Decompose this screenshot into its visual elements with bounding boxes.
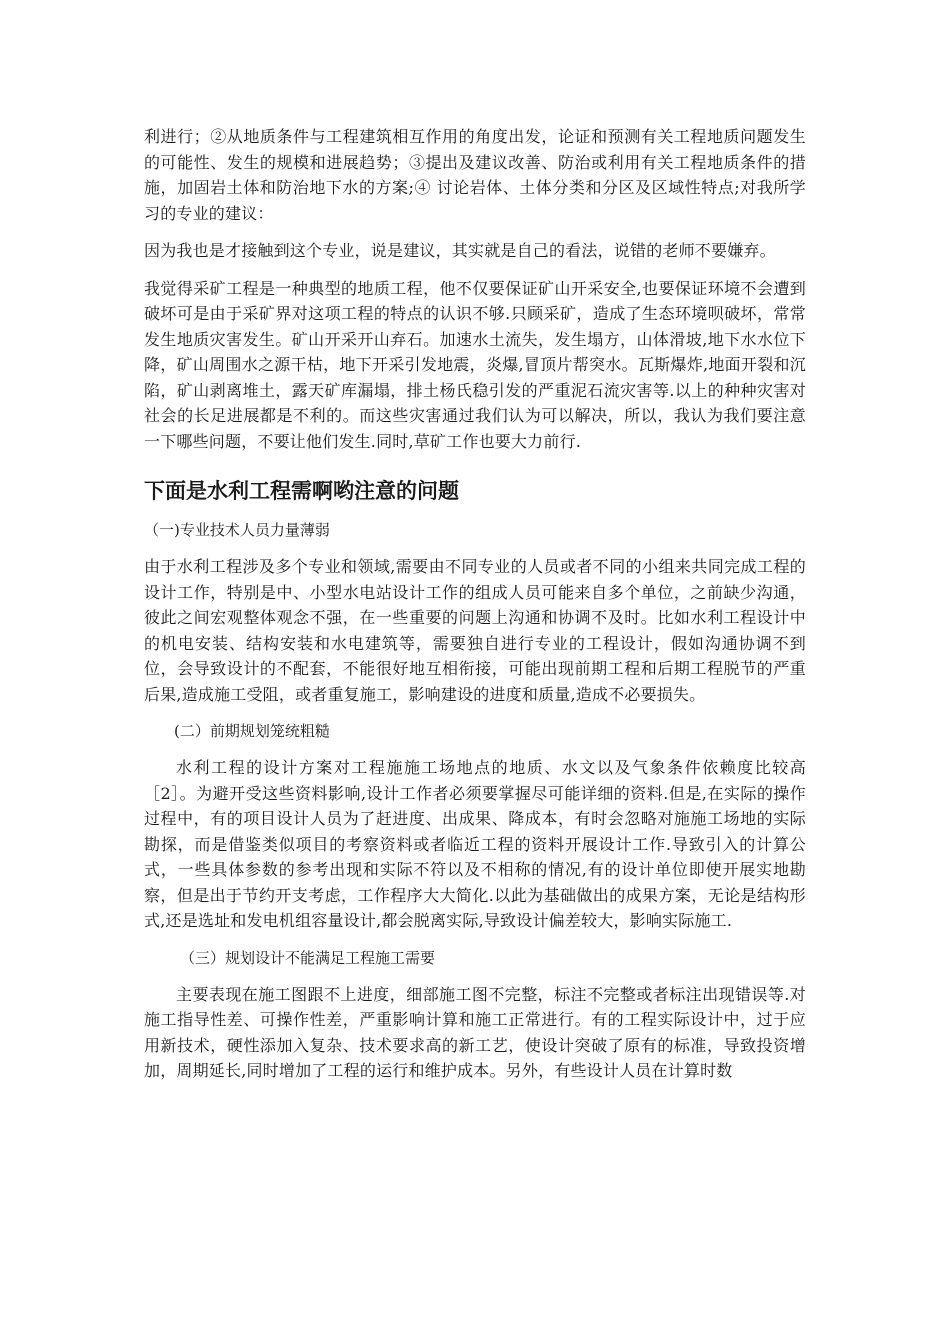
paragraph-suggestion-intro: 因为我也是才接触到这个专业，说是建议，其实就是自己的看法，说错的老师不要嫌弃。	[144, 241, 776, 260]
paragraph-staff-weak: 由于水利工程涉及多个专业和领域,需要由不同专业的人员或者不同的小组来共同完成工程的设计工作，特别是中、小型水电站设计工作的组成人员可能来自多个单位，之前缺少沟通，彼此之间宏观整体观念不强，在一些重要的问题上沟通和协调不及时。比如水利工程设计中的机电安装、结构安装和水电建筑等，需要独自进行专业的工程设计，假如沟通协调不到位，会导致设计的不配套，不能很好地互相衔接，可能出现前期工程和后期工程脱节的严重后果,造成施工受阻，或者重复施工，影响建设的进度和质量,造成不必要损失。	[144, 557, 806, 704]
section-heading: 下面是水利工程需啊哟注意的问题	[144, 479, 459, 503]
subheading-planning-rough: (二）前期规划笼统粗糙	[174, 722, 330, 740]
paragraph-planning-rough: 水利工程的设计方案对工程施施工场地点的地质、水文以及气象条件依赖度比较高［2］。为避开受这些资料影响,设计工作者必须要掌握尽可能详细的资料.但是,在实际的操作过程中，有的项目设计人员为了赶进度、出成果、降成本，有时会忽略对施施工场地的实际勘探，而是借鉴类似项目的考察资料或者临近工程的资料开展设计工作.导致引入的计算公式，一些具体参数的参考出现和实际不符以及不相称的情况,有的设计单位即使开展实地勘察，但是出于节约开支考虑，工作程序大大简化.以此为基础做出的成果方案，无论是结构形式,还是选址和发电机组容量设计,都会脱离实际,导致设计偏差较大，影响实际施工.	[144, 758, 806, 930]
paragraph-geology-tasks: 利进行；②从地质条件与工程建筑相互作用的角度出发，论证和预测有关工程地质问题发生的可能性、发生的规模和进展趋势；③提出及建议改善、防治或利用有关工程地质条件的措施，加固岩土体和防治地下水的方案;④ 讨论岩体、土体分类和分区及区域性特点;对我所学习的专业的建议：	[144, 127, 806, 223]
paragraph-design-insufficient: 主要表现在施工图跟不上进度，细部施工图不完整，标注不完整或者标注出现错误等.对施工指导性差、可操作性差，严重影响计算和施工正常进行。有的工程实际设计中，过于应用新技术，硬性添加入复杂、技术要求高的新工艺，使设计突破了原有的标准，导致投资增加，周期延长,同时增加了工程的运行和维护成本。另外，有些设计人员在计算时数	[144, 984, 806, 1080]
subheading-design-insufficient: （三）规划设计不能满足工程施工需要	[180, 948, 436, 967]
paragraph-mining-engineering: 我觉得采矿工程是一种典型的地质工程，他不仅要保证矿山开采安全,也要保证环境不会遭到破坏可是由于采矿界对这项工程的特点的认识不够.只顾采矿，造成了生态环境呗破坏，常常发生地质灾害发生。矿山开采开山弃石。加速水土流失，发生塌方，山体滑坡,地下水水位下降，矿山周围水之源干枯，地下开采引发地震，炎爆,冒顶片帮突水。瓦斯爆炸,地面开裂和沉陷，矿山剥离堆土，露天矿库漏塌，排土杨氏稳引发的严重泥石流灾害等.以上的种种灾害对社会的长足进展都是不利的。而这些灾害通过我们认为可以解决，所以，我认为我们要注意一下哪些问题，不要让他们发生.同时,草矿工作也要大力前行.	[144, 278, 806, 451]
subheading-staff-weak: （一)专业技术人员力量薄弱	[144, 521, 330, 539]
document-page	[144, 124, 806, 1084]
